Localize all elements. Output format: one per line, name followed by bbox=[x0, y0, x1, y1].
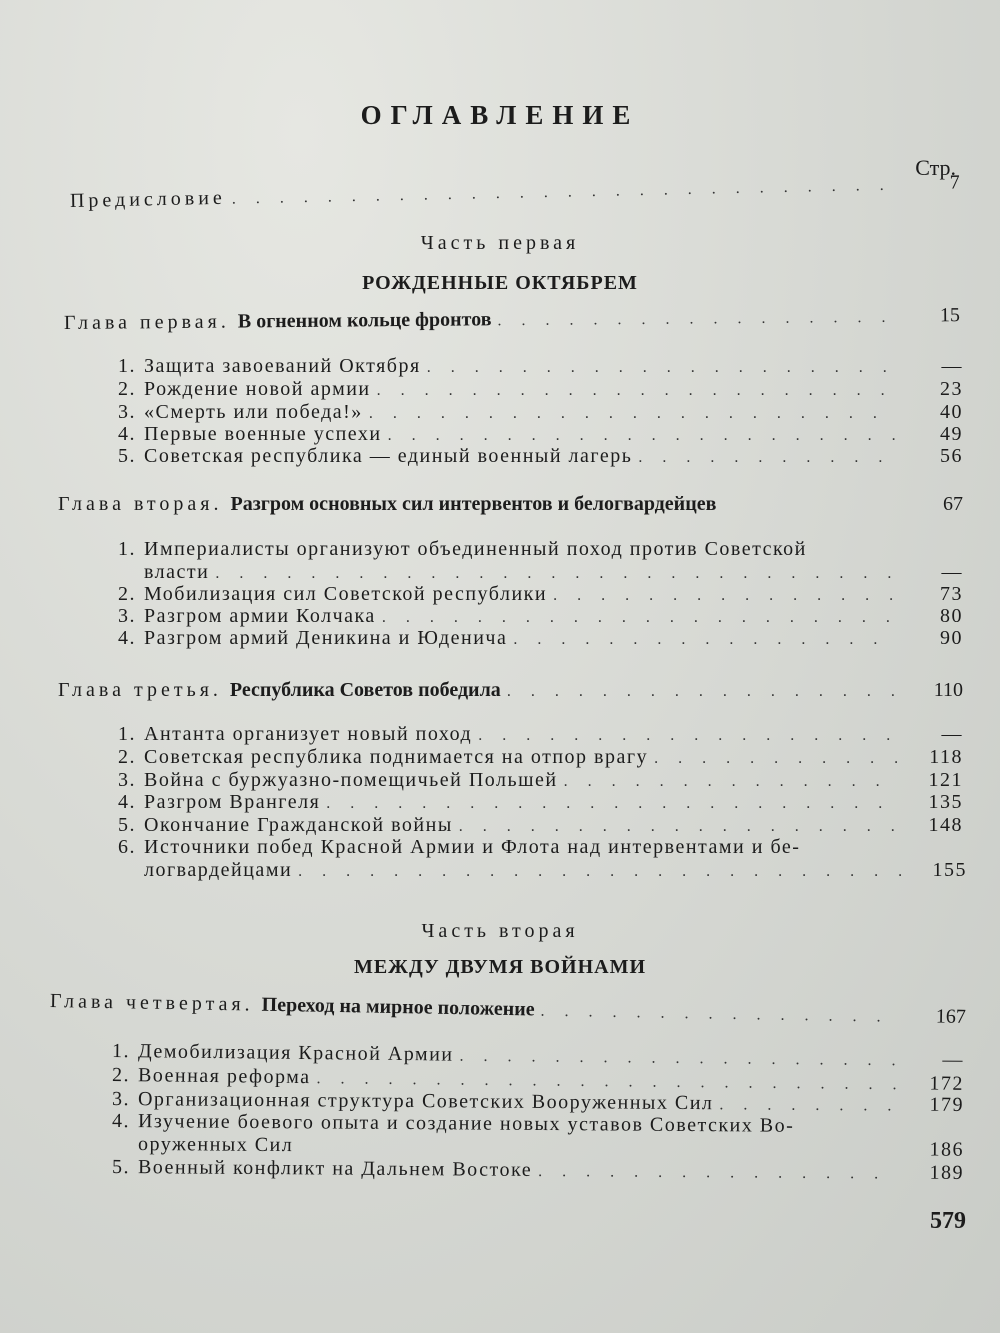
leader-dots bbox=[719, 1096, 898, 1115]
section-page: — bbox=[941, 561, 963, 583]
section-title: Демобилизация Красной Армии bbox=[137, 1040, 454, 1066]
leader-dots bbox=[459, 818, 897, 836]
section-number: 1. bbox=[111, 1040, 131, 1063]
section-page: 90 bbox=[940, 627, 963, 649]
toc-chapter bbox=[50, 990, 966, 1029]
chapter-page: 15 bbox=[939, 304, 961, 327]
leader-dots bbox=[513, 631, 897, 649]
section-page: 186 bbox=[929, 1138, 965, 1161]
part-name: МЕЖДУ ДВУМЯ ВОЙНАМИ bbox=[353, 956, 647, 978]
section-number: 5. bbox=[118, 814, 136, 836]
section-title: власти bbox=[144, 561, 210, 583]
leader-dots bbox=[553, 587, 897, 605]
page-column-label: Стр. bbox=[915, 155, 956, 180]
chapter-title: В огненном кольце фронтов bbox=[237, 308, 492, 333]
leader-dots bbox=[427, 359, 897, 377]
section-number: 4. bbox=[118, 791, 136, 813]
leader-dots bbox=[538, 1163, 898, 1184]
leader-dots bbox=[388, 427, 897, 445]
section-page: 23 bbox=[940, 378, 963, 400]
section-title: Военная реформа bbox=[137, 1064, 311, 1089]
toc-section bbox=[118, 378, 963, 401]
leader-dots bbox=[232, 177, 894, 209]
section-number: 3. bbox=[118, 769, 136, 791]
section-number: 3. bbox=[111, 1088, 131, 1111]
section-number: 2. bbox=[118, 583, 136, 605]
section-page: 56 bbox=[940, 445, 963, 467]
section-page: 148 bbox=[928, 814, 963, 836]
section-number: 3. bbox=[118, 401, 136, 423]
leader-dots bbox=[654, 750, 897, 768]
section-title: Антанта организует новый поход bbox=[144, 723, 473, 745]
page-title: ОГЛАВЛЕНИЕ bbox=[360, 100, 640, 130]
section-page: 172 bbox=[929, 1072, 965, 1095]
section-title-continued: Источники побед Красной Армии и Флота над интервентами и бе- bbox=[144, 836, 801, 858]
section-number: 1. bbox=[118, 538, 136, 560]
leader-dots bbox=[478, 727, 897, 745]
chapter-keyword: Глава первая. bbox=[63, 310, 230, 334]
toc-section bbox=[118, 445, 963, 468]
section-title: оруженных Сил bbox=[137, 1133, 294, 1157]
section-title: «Смерть или победа!» bbox=[144, 401, 363, 423]
leader-dots bbox=[459, 1048, 898, 1071]
chapter-keyword: Глава вторая. bbox=[58, 493, 223, 515]
section-number: 4. bbox=[111, 1110, 131, 1133]
section-page: 189 bbox=[929, 1161, 965, 1184]
part-heading: Часть первая bbox=[420, 232, 580, 254]
toc-chapter bbox=[64, 304, 960, 335]
toc-section bbox=[118, 355, 963, 378]
section-title-continued: Империалисты организуют объединенный поход против Советской bbox=[144, 538, 807, 560]
toc-section bbox=[112, 1156, 964, 1185]
section-page: 135 bbox=[928, 791, 963, 813]
section-title: логвардейцами bbox=[144, 859, 293, 881]
section-page: — bbox=[941, 355, 963, 377]
chapter-keyword: Глава третья. bbox=[58, 679, 222, 701]
chapter-keyword: Глава четвертая. bbox=[49, 990, 254, 1016]
section-page: 155 bbox=[932, 859, 967, 881]
leader-dots bbox=[507, 683, 897, 701]
toc-section bbox=[118, 814, 963, 837]
toc-chapter bbox=[58, 493, 963, 516]
leader-dots bbox=[497, 309, 894, 330]
chapter-title: Разгром основных сил интервентов и белогвардейцев bbox=[230, 493, 717, 515]
toc-preface bbox=[70, 171, 960, 213]
toc-section bbox=[118, 605, 963, 628]
part-heading: Часть вторая bbox=[421, 920, 579, 942]
toc-section bbox=[118, 423, 963, 446]
section-title: Военный конфликт на Дальнем Востоке bbox=[137, 1156, 533, 1181]
leader-dots bbox=[298, 863, 901, 881]
section-title: Разгром армий Деникина и Юденича bbox=[144, 627, 508, 649]
leader-dots bbox=[326, 795, 897, 813]
leader-dots bbox=[382, 609, 897, 627]
section-title: Разгром Врангеля bbox=[144, 791, 321, 813]
page-number: 579 bbox=[930, 1208, 966, 1234]
leader-dots bbox=[564, 773, 897, 791]
preface-label: Предисловие bbox=[69, 186, 227, 212]
section-title: Организационная структура Советских Вооруженных Сил bbox=[137, 1088, 714, 1115]
section-title: Рождение новой армии bbox=[144, 378, 371, 400]
section-number: 1. bbox=[118, 723, 136, 745]
chapter-title: Переход на мирное положение bbox=[261, 993, 535, 1021]
toc-section bbox=[118, 401, 963, 424]
section-number: 4. bbox=[118, 627, 136, 649]
toc-section bbox=[144, 561, 963, 584]
section-title: Разгром армии Колчака bbox=[144, 605, 376, 627]
section-page: 40 bbox=[940, 401, 963, 423]
section-number: 3. bbox=[118, 605, 136, 627]
section-number: 5. bbox=[118, 445, 136, 467]
leader-dots bbox=[377, 382, 897, 400]
chapter-page: 110 bbox=[933, 679, 963, 701]
section-number: 2. bbox=[111, 1064, 131, 1087]
section-page: 49 bbox=[940, 423, 963, 445]
section-title-line1 bbox=[118, 538, 807, 561]
leader-dots bbox=[638, 449, 897, 467]
section-title-line1 bbox=[118, 836, 800, 859]
leader-dots bbox=[215, 565, 897, 583]
leader-dots bbox=[540, 1003, 900, 1027]
section-page: 80 bbox=[940, 605, 963, 627]
toc-chapter bbox=[58, 679, 963, 702]
section-title: Окончание Гражданской войны bbox=[144, 814, 453, 836]
toc-section bbox=[118, 769, 963, 792]
section-title: Мобилизация сил Советской республики bbox=[144, 583, 548, 605]
section-title: Защита завоеваний Октября bbox=[144, 355, 421, 377]
toc-section bbox=[118, 791, 963, 814]
section-page: 121 bbox=[928, 769, 963, 791]
section-page: — bbox=[941, 723, 963, 745]
section-title: Советская республика — единый военный лагерь bbox=[144, 445, 633, 467]
section-number: 2. bbox=[118, 746, 136, 768]
section-title: Первые военные успехи bbox=[144, 423, 382, 445]
preface-page: 7 bbox=[949, 171, 961, 194]
section-page: 73 bbox=[940, 583, 963, 605]
part-name: РОЖДЕННЫЕ ОКТЯБРЕМ bbox=[362, 272, 638, 294]
section-page: 179 bbox=[929, 1093, 965, 1116]
section-page: 118 bbox=[929, 746, 963, 768]
section-title: Советская республика поднимается на отпор врагу bbox=[144, 746, 649, 768]
section-number: 4. bbox=[118, 423, 136, 445]
section-number: 1. bbox=[118, 355, 136, 377]
toc-section bbox=[118, 723, 963, 746]
section-number: 2. bbox=[118, 378, 136, 400]
leader-dots bbox=[369, 405, 897, 423]
section-number: 5. bbox=[111, 1156, 131, 1179]
section-page: — bbox=[942, 1048, 965, 1071]
chapter-page: 167 bbox=[935, 1005, 967, 1028]
chapter-page: 67 bbox=[943, 493, 963, 515]
chapter-title: Республика Советов победила bbox=[229, 679, 501, 701]
toc-section bbox=[144, 859, 967, 882]
toc-section bbox=[118, 746, 963, 769]
section-title: Война с буржуазно-помещичьей Польшей bbox=[144, 769, 558, 791]
section-number: 6. bbox=[118, 836, 136, 858]
toc-section bbox=[118, 627, 963, 650]
section-title-continued: Изучение боевого опыта и создание новых уставов Советских Во- bbox=[137, 1110, 795, 1137]
toc-section bbox=[118, 583, 963, 606]
